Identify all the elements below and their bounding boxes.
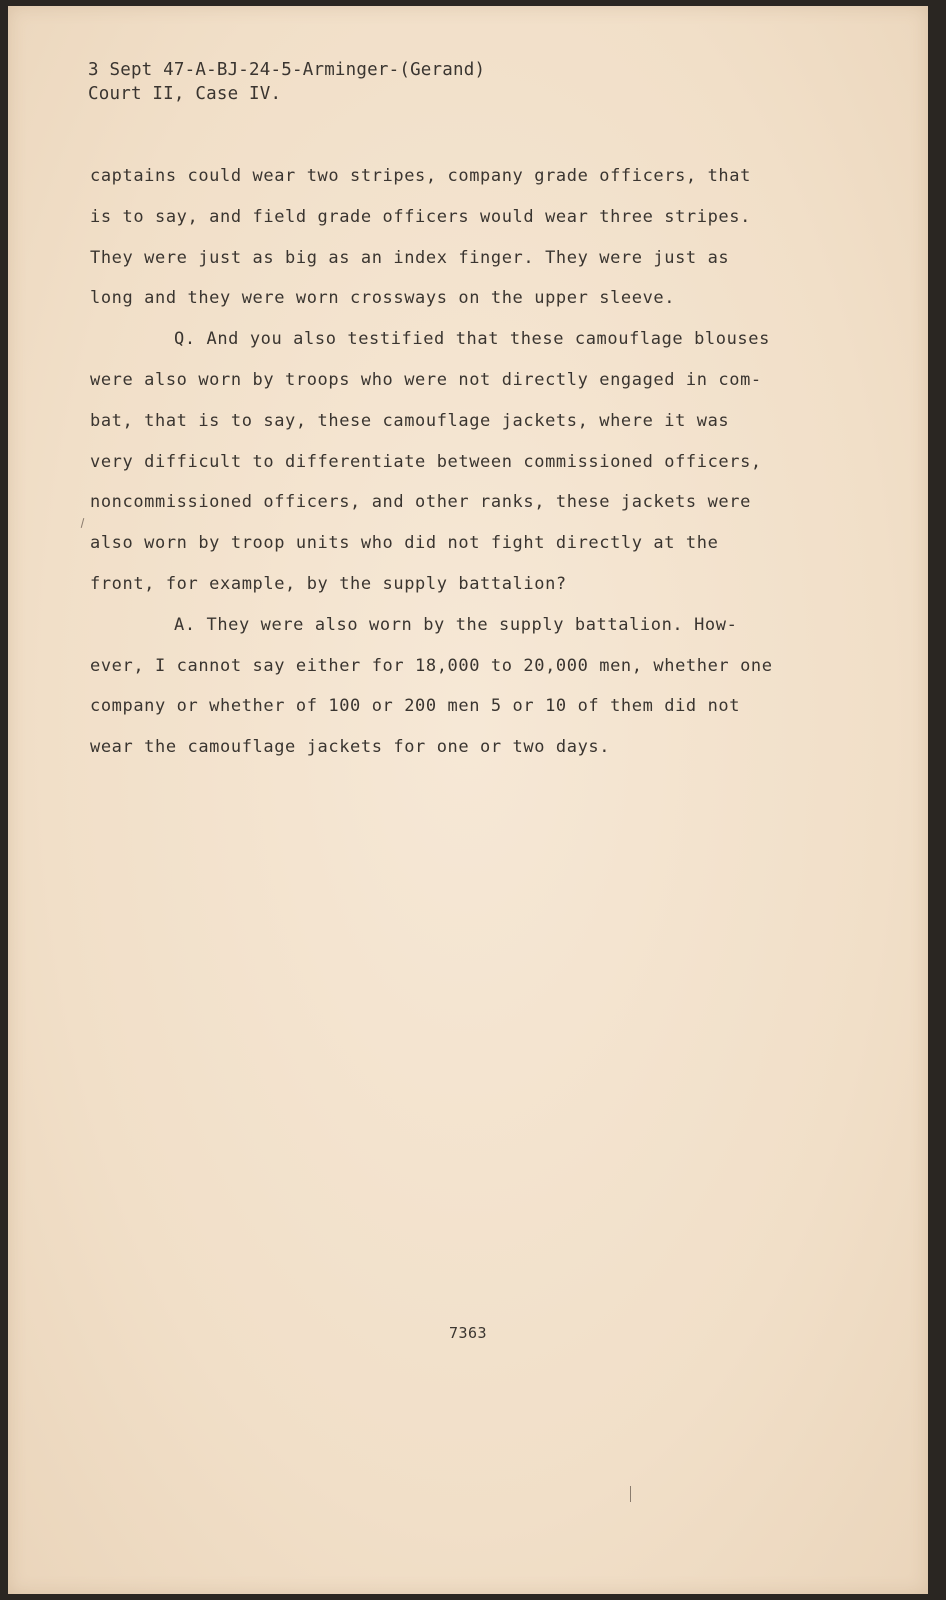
text-line: is to say, and field grade officers would wear three stripes. (90, 206, 751, 227)
text-line: They were just as big as an index finger. They were just as (90, 247, 730, 268)
question-line: Q. And you also testified that these camouflage blouses (174, 329, 770, 350)
document-header (88, 58, 485, 106)
text-line: were also worn by troops who were not directly engaged in com- (90, 369, 762, 390)
transcript-body (90, 156, 880, 768)
text-line: very difficult to differentiate between commissioned officers, (90, 451, 762, 472)
text-line: front, for example, by the supply battalion? (90, 573, 567, 594)
text-line: ever, I cannot say either for 18,000 to 20,000 men, whether one (90, 655, 773, 676)
text-line: also worn by troop units who did not fight directly at the (90, 533, 719, 554)
text-line: company or whether of 100 or 200 men 5 or 10 of them did not (90, 696, 741, 717)
text-line: wear the camouflage jackets for one or two days. (90, 737, 611, 758)
text-line: bat, that is to say, these camouflage jackets, where it was (90, 410, 730, 431)
text-line: long and they were worn crossways on the upper sleeve. (90, 288, 676, 309)
text-line: noncommissioned officers, and other ranks, these jackets were (90, 492, 751, 513)
header-reference-line: 3 Sept 47-A-BJ-24-5-Arminger-(Gerand) (88, 60, 486, 80)
text-line: captains could wear two stripes, company grade officers, that (90, 166, 751, 186)
paper-mark (630, 1486, 631, 1502)
paper-mark (81, 518, 85, 528)
document-page (8, 6, 928, 1594)
page-number: 7363 (448, 1324, 488, 1342)
header-court-case-line: Court II, Case IV. (88, 84, 282, 104)
answer-line: A. They were also worn by the supply battalion. How- (174, 614, 738, 635)
